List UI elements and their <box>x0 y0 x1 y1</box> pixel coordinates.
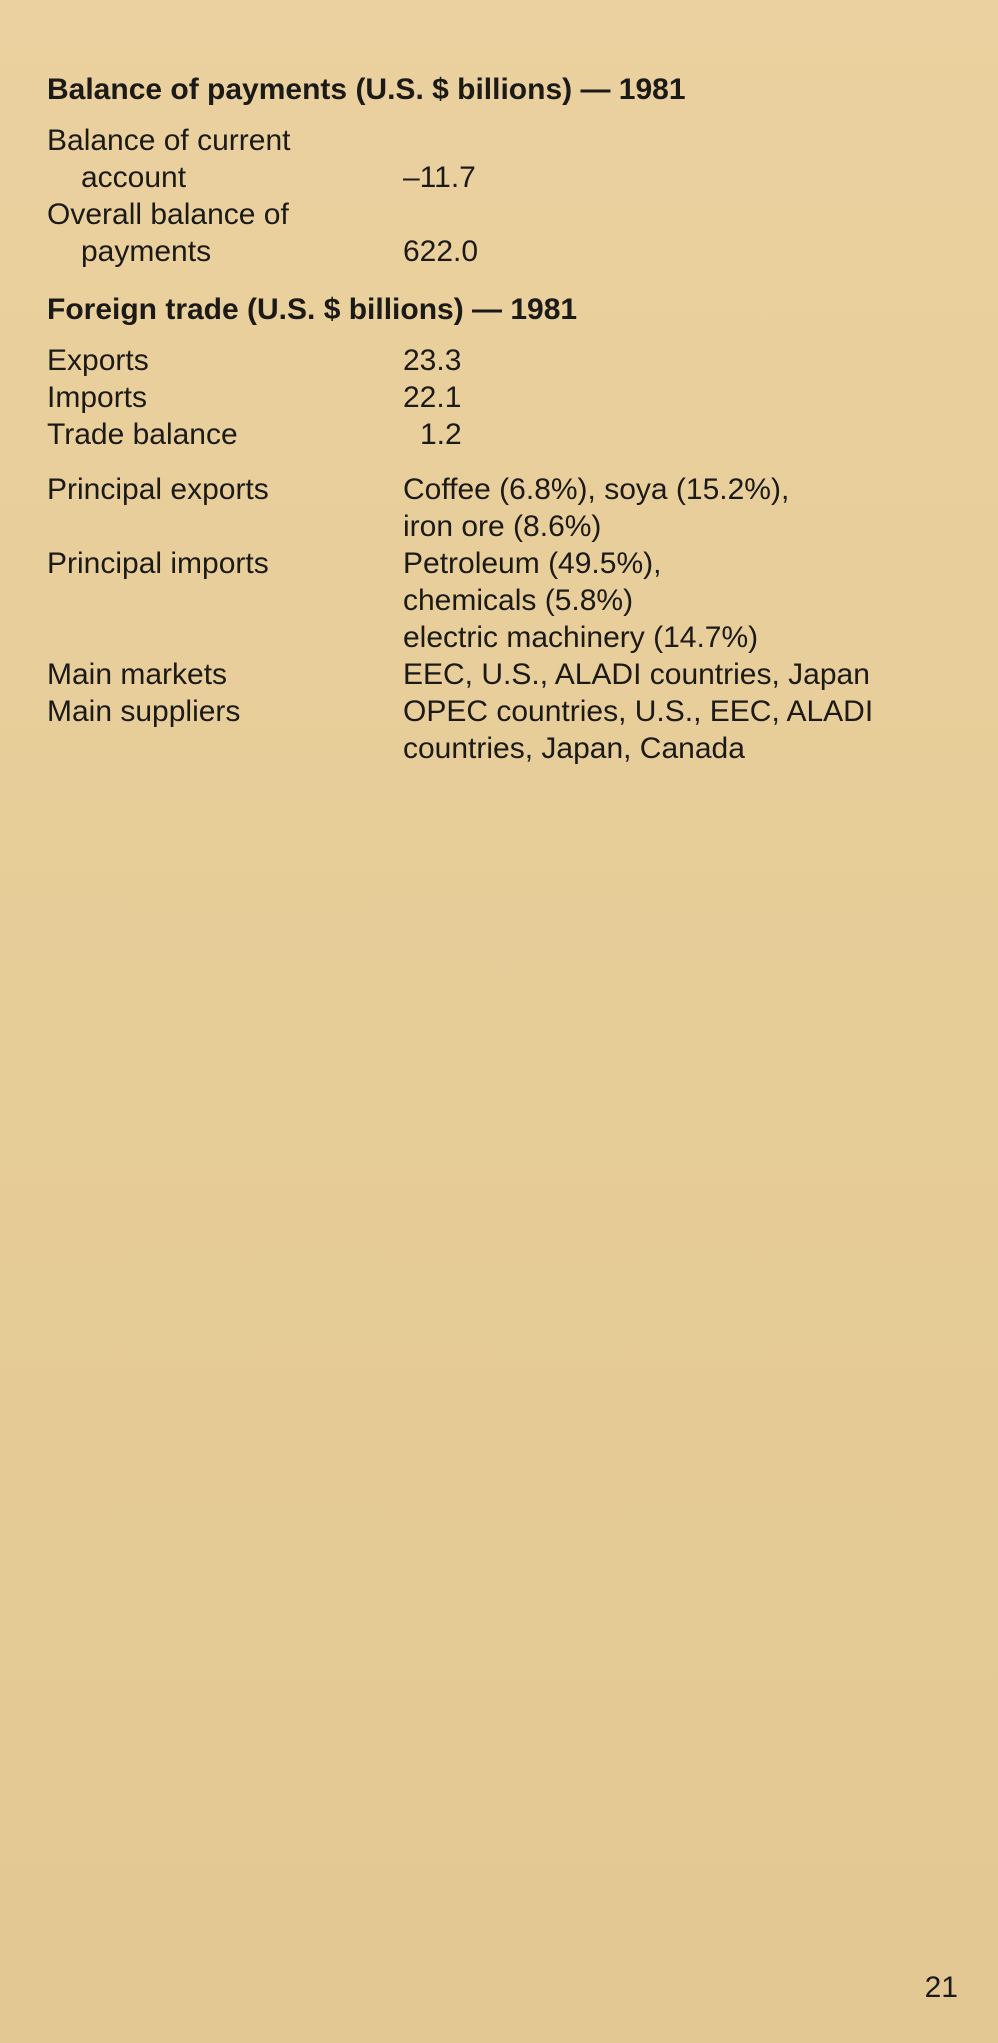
principal-imports-label: Principal imports <box>47 547 269 580</box>
current-account-label-line1: Balance of current <box>47 124 291 157</box>
principal-imports-line2: chemicals (5.8%) <box>403 584 634 617</box>
main-markets-row <box>47 656 947 693</box>
principal-imports-line3: electric machinery (14.7%) <box>403 621 759 654</box>
exports-label: Exports <box>47 344 149 377</box>
overall-balance-label-line2: payments <box>81 235 212 268</box>
principal-exports-row <box>47 471 947 545</box>
imports-label: Imports <box>47 381 148 414</box>
current-account-value: –11.7 <box>403 161 476 194</box>
principal-imports-line1: Petroleum (49.5%), <box>403 547 662 580</box>
trade-balance-row <box>47 416 947 453</box>
main-suppliers-label: Main suppliers <box>47 695 241 728</box>
foreign-trade-heading: Foreign trade (U.S. $ billions) — 1981 <box>47 293 578 326</box>
principal-exports-line2: iron ore (8.6%) <box>403 510 602 543</box>
exports-value: 23.3 <box>403 344 462 377</box>
balance-of-payments-heading: Balance of payments (U.S. $ billions) — 1981 <box>47 73 686 106</box>
principal-exports-label: Principal exports <box>47 473 269 506</box>
overall-balance-row <box>47 196 947 270</box>
overall-balance-value: 622.0 <box>403 235 479 268</box>
imports-value: 22.1 <box>403 381 462 414</box>
main-suppliers-line2: countries, Japan, Canada <box>403 732 745 765</box>
current-account-row <box>47 122 947 196</box>
trade-balance-value: 1.2 <box>420 418 462 451</box>
principal-exports-line1: Coffee (6.8%), soya (15.2%), <box>403 473 790 506</box>
exports-row <box>47 342 947 379</box>
overall-balance-label-line1: Overall balance of <box>47 198 289 231</box>
main-markets-label: Main markets <box>47 658 228 691</box>
main-suppliers-row <box>47 693 947 767</box>
page-number: 21 <box>924 1971 958 2004</box>
main-suppliers-line1: OPEC countries, U.S., EEC, ALADI <box>403 695 874 728</box>
principal-imports-row <box>47 545 947 656</box>
current-account-label-line2: account <box>81 161 187 194</box>
imports-row <box>47 379 947 416</box>
trade-balance-label: Trade balance <box>47 418 238 451</box>
main-markets-value: EEC, U.S., ALADI countries, Japan <box>403 658 870 691</box>
document-content <box>47 72 947 767</box>
